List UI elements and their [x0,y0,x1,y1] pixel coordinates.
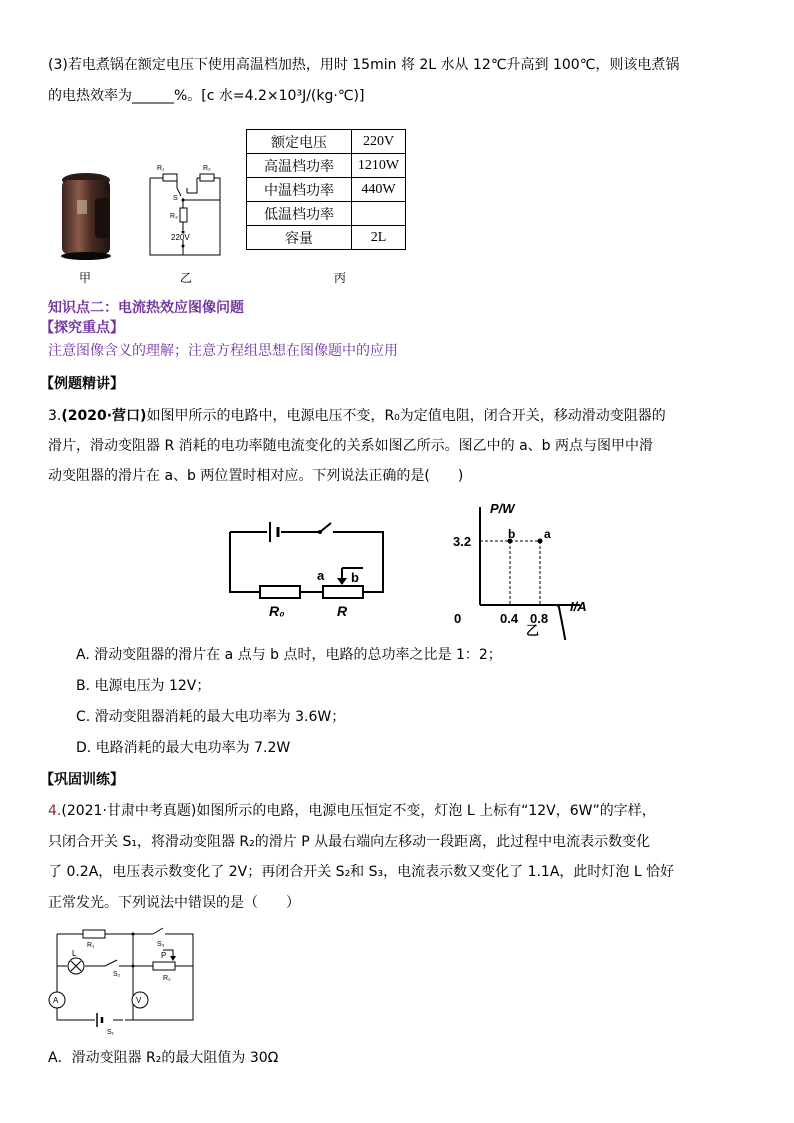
example-circuit-diagram [225,512,390,622]
point-label-a: a [544,527,551,541]
label-s: S [173,195,178,202]
table-cell-value: 220V [352,130,406,154]
table-cell-label: 容量 [247,226,352,250]
question-number: 3. [48,408,62,424]
label-r0: R₀ [269,603,285,619]
example-line3: 动变阻器的滑片在 a、b 两位置时相对应。下列说法正确的是( ) [48,468,464,484]
cooker-circuit-diagram [145,160,225,260]
label-s2: S₂ [113,971,121,978]
label-r1: R₁ [157,165,165,172]
spec-table [246,129,406,250]
table-row [247,202,406,226]
option-a: A. 滑动变阻器的滑片在 a 点与 b 点时，电路的总功率之比是 1：2； [76,647,502,663]
y-axis-label: P/W [490,501,515,516]
practice-option-a: A．滑动变阻器 R₂的最大阻值为 30Ω [48,1050,279,1066]
question-source: (2020·营口) [61,408,147,424]
label-ammeter: A [53,996,59,1005]
table-cell-label: 额定电压 [247,130,352,154]
example-line1 [48,406,666,426]
label-220v: 220V [171,233,190,242]
label-r1: R₁ [87,942,95,949]
option-c: C. 滑动变阻器消耗的最大电功率为 3.6W； [76,709,346,725]
caption-yi: 乙 [180,271,193,285]
practice-line4: 正常发光。下列说法中错误的是（ ） [48,895,300,911]
practice-circuit-diagram [45,920,205,1035]
label-r2: R₂ [203,165,211,172]
label-r: R [337,603,348,619]
table-cell-value: 1210W [352,154,406,178]
example-heading: 【例题精讲】 [40,376,124,392]
caption-jia: 甲 [79,271,92,285]
caption-bing: 丙 [334,271,347,285]
example-line2: 滑片，滑动变阻器 R 消耗的电功率随电流变化的关系如图乙所示。图乙中的 a、b 两点与图甲中滑 [48,438,653,454]
point-label-b: b [508,527,516,541]
q3-part3-line2: 的电热效率为______%。[c 水=4.2×10³J/(kg·℃)] [48,88,365,104]
x-tick-label: 0.8 [530,611,549,626]
table-row [247,178,406,202]
q3-part3-line1: (3)若电煮锅在额定电压下使用高温档加热，用时 15min 将 2L 水从 12℃升高到 100℃，则该电煮锅 [48,57,680,73]
chart-caption: 乙 [526,623,540,638]
option-d: D. 电路消耗的最大电功率为 7.2W [76,740,291,756]
label-r2: R₂ [163,975,171,982]
label-p: P [161,951,167,960]
label-l: L [72,949,77,958]
knowledge-title: 知识点二：电流热效应图像问题 [48,300,244,316]
option-b: B. 电源电压为 12V； [76,678,211,694]
label-a: a [317,568,325,583]
label-s1: S₁ [107,1029,115,1035]
practice-number: 4. [48,803,62,819]
practice-line1 [48,801,656,821]
practice-line3: 了 0.2A，电压表示数变化了 2V；再闭合开关 S₂和 S₃，电流表示数又变化了 1.1A，此时灯泡 L 恰好 [48,864,675,880]
label-s3: S₃ [157,941,165,948]
focus-heading: 【探究重点】 [40,320,124,336]
table-cell-label: 中温档功率 [247,178,352,202]
practice-line2: 只闭合开关 S₁，将滑动变阻器 R₂的滑片 P 从最右端向左移动一段距离，此过程中电流表示数变化 [48,834,651,850]
y-tick-label: 3.2 [453,534,472,549]
table-cell-value: 440W [352,178,406,202]
table-row [247,154,406,178]
table-cell-label: 低温档功率 [247,202,352,226]
table-row [247,130,406,154]
practice-text: 如图所示的电路，电源电压恒定不变，灯泡 L 上标有“12V，6W”的字样， [196,803,656,819]
x-tick-label: 0.4 [500,611,519,626]
focus-text: 注意图像含义的理解；注意方程组思想在图像题中的应用 [48,343,398,359]
practice-source: (2021·甘肃中考真题) [61,803,197,819]
x-tick-label: 0 [454,611,462,626]
practice-heading: 【巩固训练】 [40,772,124,788]
label-b: b [351,570,359,585]
question-text: 如图甲所示的电路中，电源电压不变，R₀为定值电阻，闭合开关，移动滑动变阻器的 [146,408,666,424]
table-cell-value: 2L [352,226,406,250]
x-axis-label: I/A [570,599,587,614]
table-row [247,226,406,250]
table-cell-value [352,202,406,226]
label-voltmeter: V [136,996,142,1005]
point-a [538,539,543,544]
label-r3: R₃ [170,213,178,220]
table-cell-label: 高温档功率 [247,154,352,178]
power-current-chart [450,495,610,640]
electric-cooker-image [55,170,117,262]
